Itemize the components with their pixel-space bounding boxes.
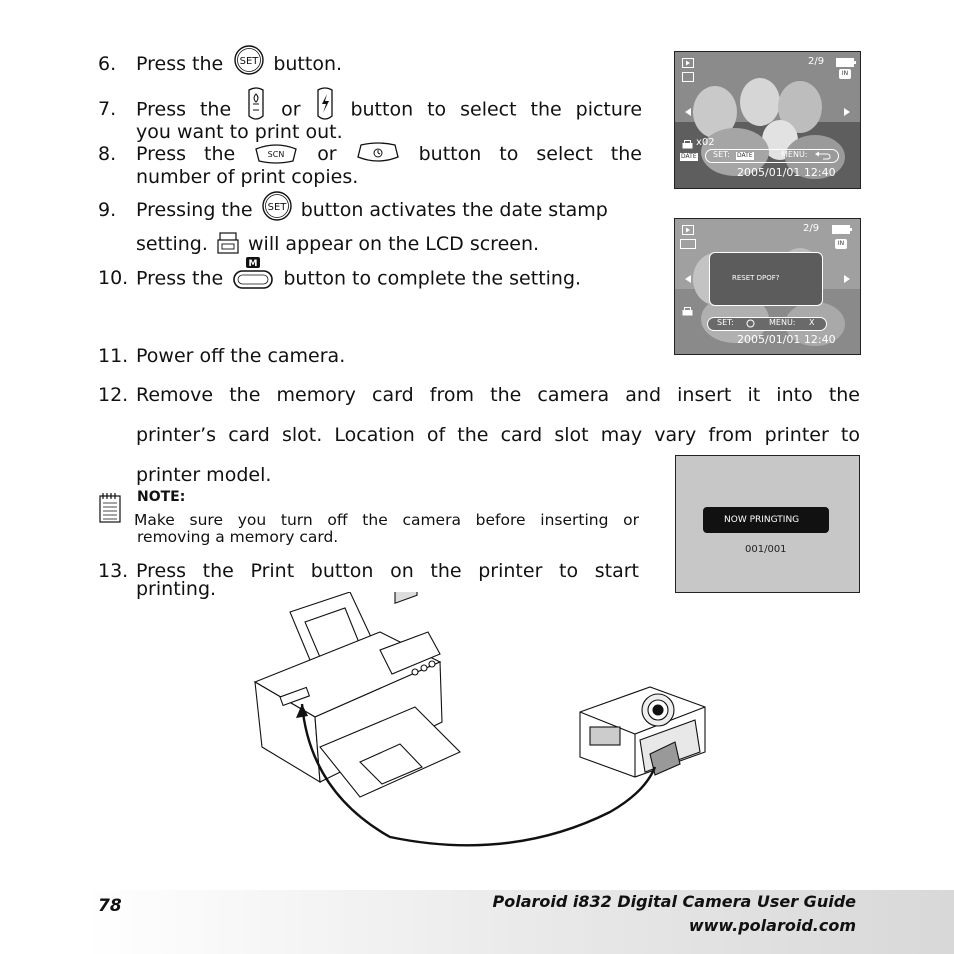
return-icon [815, 151, 831, 160]
step-number: 11. [98, 345, 129, 367]
note-title: NOTE: [137, 489, 186, 505]
step-10: 10. Press the M button to complete the setting. [98, 267, 658, 295]
camera-drawing [580, 687, 705, 777]
step-11: 11. Power off the camera. [98, 345, 346, 367]
step-7: 7. Press the or button to select the picture you want to print out. [98, 98, 644, 142]
step-number: 9. [98, 199, 117, 221]
battery-icon [836, 58, 856, 67]
menu-button-label: M [248, 259, 258, 269]
step-number: 12. [98, 384, 129, 406]
lcd-screen-printing [675, 455, 860, 593]
step-8: 8. Press the SCN or button to select the number of print copies. [98, 143, 644, 187]
lcd-screen-dpof-copies [674, 51, 861, 189]
step-13: 13. Press the Print button on the printer to start printing. [98, 560, 639, 600]
step-number: 6. [98, 53, 117, 75]
print-progress: 001/001 [745, 544, 787, 555]
selftimer-down-button-icon [355, 141, 401, 165]
playback-icon [682, 58, 694, 68]
note-line-1: Make sure you turn off the camera before inserting or [134, 511, 639, 529]
set-hint: SET: [713, 150, 730, 159]
step-number: 7. [98, 98, 117, 120]
resolution-icon [682, 72, 694, 82]
timestamp: 2005/01/01 12:40 [737, 333, 836, 346]
step-9: 9. Pressing the SET button activates the date stamp setting. will appear on the LCD screen. [98, 199, 658, 259]
confirm-circle-icon [746, 319, 755, 328]
page-number: 78 [98, 896, 122, 916]
step-6: 6. Press the SET button. [98, 53, 658, 79]
date-stamp-icon [216, 231, 240, 255]
printing-status: NOW PRINGTING [724, 515, 800, 525]
set-button-label: SET [267, 201, 287, 213]
scn-up-button-icon [253, 141, 299, 165]
reset-dpof-dialog [709, 252, 823, 306]
image-counter: 2/9 [803, 223, 820, 234]
macro-left-button-icon [245, 86, 267, 122]
memory-badge: IN [839, 69, 851, 79]
print-copies: x02 [696, 137, 715, 148]
step-number: 13. [98, 560, 129, 582]
printer-drawing [255, 592, 460, 797]
set-hint: SET: [717, 318, 734, 327]
memory-badge: IN [835, 239, 847, 249]
printing-status-box [703, 507, 829, 533]
arrow-left-icon [685, 108, 691, 116]
arrow-right-icon [844, 275, 850, 283]
step-number: 10. [98, 267, 129, 289]
step-number: 8. [98, 143, 117, 165]
note-line-2: removing a memory card. [137, 528, 339, 546]
print-icon [682, 140, 693, 149]
note-icon [98, 492, 124, 524]
dialog-text: RESET DPOF? [732, 274, 780, 282]
date-tag: DATE [681, 153, 697, 160]
menu-button-icon [231, 255, 275, 291]
set-button-label: SET [239, 55, 259, 67]
flash-right-button-icon [314, 86, 336, 122]
set-date-tag: DATE [737, 152, 753, 159]
menu-hint: MENU: [769, 318, 796, 327]
step-12: 12. Remove the memory card from the camera and insert it into the printer’s card slot. Location of the card slot may vary from printer to printer model. [98, 384, 860, 486]
battery-icon [832, 225, 852, 234]
resolution-icon [680, 239, 696, 249]
menu-hint: MENU: [781, 150, 808, 159]
menu-cancel: X [809, 318, 815, 327]
playback-icon [682, 225, 694, 235]
printer-camera-illustration [250, 592, 730, 850]
set-button-icon [233, 44, 265, 76]
print-icon [682, 307, 693, 316]
scn-button-label: SCN [267, 149, 285, 159]
footer-title: Polaroid i832 Digital Camera User Guide [492, 892, 856, 911]
image-counter: 2/9 [808, 56, 825, 67]
footer-url: www.polaroid.com [688, 916, 856, 935]
lcd-screen-reset-dpof [674, 218, 861, 355]
arrow-left-icon [685, 275, 691, 283]
timestamp: 2005/01/01 12:40 [737, 166, 836, 179]
arrow-right-icon [844, 108, 850, 116]
set-button-icon [261, 190, 293, 222]
